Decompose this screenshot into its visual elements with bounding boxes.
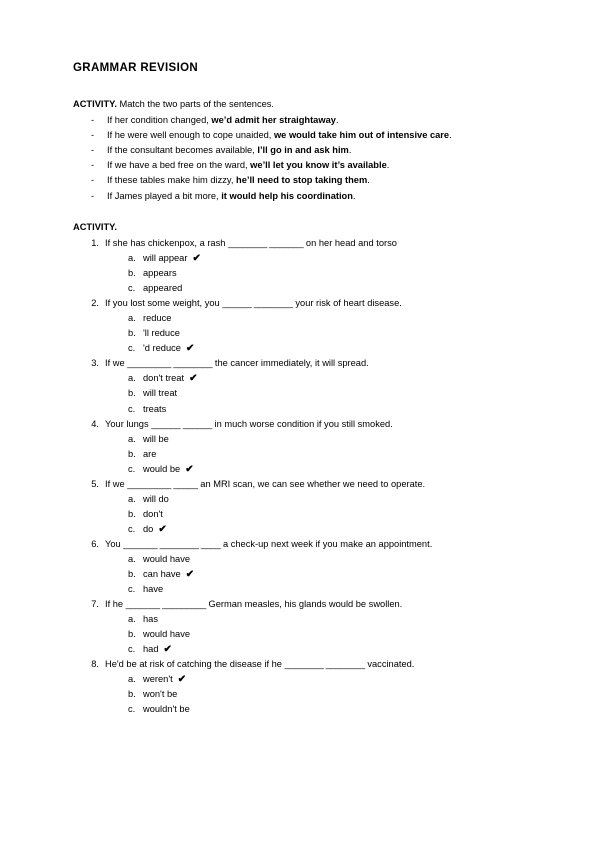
answer-option-list [73, 371, 530, 416]
question-text-before-blank: If we [105, 478, 128, 489]
question-item [73, 657, 530, 717]
answer-option-text: would have [143, 629, 191, 640]
answer-option-letter: b. [128, 629, 136, 640]
sentence-first-clause: If James played a bit more, [107, 190, 222, 201]
sentence-second-clause: it would help his coordination [221, 190, 353, 201]
answer-option-letter: a. [128, 253, 136, 264]
answer-option[interactable] [73, 492, 530, 507]
dash-bullet-icon: - [91, 190, 95, 201]
answer-option[interactable] [73, 266, 530, 281]
answer-option[interactable] [73, 687, 530, 702]
answer-option[interactable] [73, 371, 530, 386]
answer-option-letter: a. [128, 313, 136, 324]
question-text-before-blank: You [105, 538, 124, 549]
dash-bullet-icon: - [91, 115, 95, 126]
answer-option-letter: c. [128, 463, 136, 474]
answer-blank: ______ ________ [222, 298, 293, 309]
answer-option[interactable] [73, 386, 530, 401]
answer-blank: ______ ______ [151, 418, 212, 429]
answer-blank: ________ ________ [284, 659, 365, 670]
answer-option-text: won't be [143, 689, 178, 700]
question-number: 6. [91, 538, 99, 549]
question-stem [73, 597, 530, 612]
question-stem [73, 417, 530, 432]
answer-option[interactable] [73, 311, 530, 326]
sentence-terminator: . [449, 130, 452, 141]
answer-option-list [73, 311, 530, 356]
matching-sentence-item [73, 173, 530, 188]
answer-blank: _______ _________ [125, 599, 206, 610]
answer-option-list [73, 492, 530, 537]
sentence-second-clause: he’ll need to stop taking them [236, 175, 368, 186]
multiple-choice-question-list [73, 236, 530, 718]
sentence-terminator: . [352, 190, 356, 201]
answer-option-text: will appear [143, 253, 188, 264]
answer-option-text: reduce [143, 313, 172, 324]
question-item [73, 356, 530, 416]
question-stem [73, 477, 530, 492]
activity-one-label: ACTIVITY. [73, 98, 117, 109]
sentence-first-clause: If her condition changed, [107, 115, 212, 126]
dash-bullet-icon: - [91, 130, 95, 141]
answer-option-text: has [143, 614, 158, 625]
question-item [73, 477, 530, 537]
answer-option-letter: b. [128, 448, 136, 459]
answer-option-text: wouldn't be [143, 704, 190, 715]
answer-blank: _________ ________ [127, 358, 213, 369]
answer-option[interactable] [73, 612, 530, 627]
question-text-after-blank: in much worse condition if you still smoked. [211, 418, 393, 429]
answer-option-letter: a. [128, 674, 136, 685]
question-item [73, 537, 530, 597]
question-text-before-blank: If we [105, 358, 128, 369]
answer-option[interactable] [73, 251, 530, 266]
question-item [73, 417, 530, 477]
answer-option-text: had [143, 644, 159, 655]
activity-one-heading [73, 98, 530, 111]
answer-option-letter: b. [128, 689, 136, 700]
answer-option-letter: b. [128, 268, 136, 279]
answer-option-list [73, 672, 530, 717]
answer-option-text: 'll reduce [143, 328, 180, 339]
sentence-second-clause: we would take him out of intensive care [273, 130, 450, 141]
answer-option-text: would be [143, 463, 181, 474]
answer-option-text: treats [143, 403, 167, 414]
answer-option-letter: c. [128, 644, 136, 655]
answer-option-text: appears [143, 268, 177, 279]
answer-option-list [73, 552, 530, 597]
answer-option-letter: c. [128, 343, 136, 354]
sentence-terminator: . [335, 115, 339, 126]
answer-option-letter: c. [128, 403, 136, 414]
question-number: 8. [91, 659, 99, 670]
answer-option[interactable] [73, 627, 530, 642]
answer-option[interactable] [73, 567, 530, 582]
sentence-first-clause: If these tables make him dizzy, [107, 175, 237, 186]
answer-option-letter: c. [128, 584, 136, 595]
answer-option[interactable] [73, 702, 530, 717]
answer-option-text: will be [143, 433, 169, 444]
activity-one-section [73, 98, 530, 204]
answer-option[interactable] [73, 281, 530, 296]
check-icon: ✔ [177, 674, 187, 686]
answer-option[interactable] [73, 341, 530, 356]
dash-bullet-icon: - [91, 175, 95, 186]
answer-option[interactable] [73, 432, 530, 447]
answer-option-list [73, 612, 530, 657]
sentence-terminator: . [348, 145, 352, 156]
answer-option-text: will do [143, 493, 169, 504]
question-number: 5. [91, 478, 99, 489]
question-text-after-blank: vaccinated. [364, 659, 415, 670]
question-text-after-blank: German measles, his glands would be swollen. [205, 599, 403, 610]
question-text-after-blank: the cancer immediately, it will spread. [212, 358, 369, 369]
matching-sentence-item [73, 189, 530, 204]
answer-option[interactable] [73, 642, 530, 657]
question-item [73, 597, 530, 657]
question-text-before-blank: Your lungs [105, 418, 152, 429]
answer-option-text: are [143, 448, 157, 459]
question-text-before-blank: If he [105, 599, 126, 610]
activity-one-instruction: Match the two parts of the sentences. [116, 98, 275, 109]
answer-option-letter: a. [128, 373, 136, 384]
question-number: 7. [91, 599, 99, 610]
matching-sentence-item [73, 128, 530, 143]
matching-sentence-item [73, 143, 530, 158]
answer-option[interactable] [73, 507, 530, 522]
answer-option[interactable] [73, 672, 530, 687]
answer-option-letter: b. [128, 508, 136, 519]
answer-option-text: weren't [143, 674, 173, 685]
matching-sentence-list [73, 113, 530, 203]
answer-option-text: have [143, 584, 164, 595]
matching-sentence-item [73, 113, 530, 128]
answer-option-letter: c. [128, 523, 136, 534]
sentence-first-clause: If the consultant becomes available, [107, 145, 258, 156]
question-stem [73, 537, 530, 552]
activity-two-section [73, 221, 530, 718]
answer-option[interactable] [73, 522, 530, 537]
sentence-terminator: . [386, 160, 390, 171]
answer-blank: _______ ________ ____ [123, 538, 221, 549]
check-icon: ✔ [189, 373, 198, 385]
check-icon: ✔ [163, 644, 172, 656]
answer-option[interactable] [73, 462, 530, 477]
answer-option-text: would have [143, 554, 191, 564]
answer-option-letter: b. [128, 569, 136, 580]
answer-option-letter: b. [128, 388, 136, 399]
answer-option-letter: a. [128, 554, 136, 564]
answer-option-text: will treat [143, 388, 178, 399]
answer-option-letter: a. [128, 433, 136, 444]
answer-option-text: don't treat [143, 373, 185, 384]
sentence-first-clause: If he were well enough to cope unaided, [107, 130, 274, 141]
question-text-before-blank: If you lost some weight, you [105, 298, 223, 309]
sentence-first-clause: If we have a bed free on the ward, [107, 160, 251, 171]
question-text-after-blank: an MRI scan, we can see whether we need to operate. [197, 478, 426, 489]
answer-option-letter: b. [128, 328, 136, 339]
question-number: 1. [91, 238, 99, 249]
question-stem [73, 356, 530, 371]
check-icon: ✔ [185, 463, 194, 475]
sentence-second-clause: I’ll go in and ask him [257, 145, 349, 156]
answer-blank: ________ _______ [228, 238, 304, 249]
question-text-after-blank: on her head and torso [303, 238, 397, 249]
check-icon: ✔ [192, 253, 201, 265]
answer-option[interactable] [73, 402, 530, 417]
page-title: GRAMMAR REVISION [73, 62, 199, 74]
question-text-after-blank: a check-up next week if you make an appointment. [220, 538, 433, 549]
answer-option[interactable] [73, 447, 530, 462]
check-icon: ✔ [185, 569, 195, 581]
question-number: 3. [91, 358, 99, 369]
check-icon: ✔ [158, 523, 167, 535]
question-text-before-blank: He'd be at risk of catching the disease if he [105, 659, 285, 670]
sentence-second-clause: we’ll let you know it’s available [250, 160, 387, 171]
answer-blank: _________ _____ [127, 478, 198, 489]
activity-two-label: ACTIVITY. [73, 221, 117, 232]
answer-option-letter: c. [128, 283, 136, 294]
question-item [73, 236, 530, 296]
answer-option-text: 'd reduce [143, 343, 181, 354]
answer-option-list [73, 251, 530, 296]
question-text-after-blank: your risk of heart disease. [292, 298, 402, 309]
dash-bullet-icon: - [91, 160, 95, 171]
question-number: 2. [91, 298, 99, 309]
answer-option-text: do [143, 523, 154, 534]
answer-option-letter: a. [128, 614, 136, 625]
answer-option-list [73, 432, 530, 477]
matching-sentence-item [73, 158, 530, 173]
dash-bullet-icon: - [91, 145, 95, 156]
answer-option-text: don't [143, 508, 163, 519]
sentence-terminator: . [367, 175, 370, 186]
question-stem [73, 236, 530, 251]
question-number: 4. [91, 418, 99, 429]
sentence-second-clause: we’d admit her straightaway [211, 115, 336, 126]
question-stem [73, 657, 530, 672]
answer-option-letter: c. [128, 704, 136, 715]
answer-option-letter: a. [128, 493, 136, 504]
activity-two-heading [73, 221, 530, 234]
question-text-before-blank: If she has chickenpox, a rash [105, 238, 228, 249]
answer-option[interactable] [73, 326, 530, 341]
answer-option[interactable] [73, 552, 530, 567]
answer-option[interactable] [73, 582, 530, 597]
question-item [73, 296, 530, 356]
question-stem [73, 296, 530, 311]
answer-option-text: can have [143, 569, 181, 580]
check-icon: ✔ [185, 343, 195, 355]
answer-option-text: appeared [143, 283, 183, 294]
